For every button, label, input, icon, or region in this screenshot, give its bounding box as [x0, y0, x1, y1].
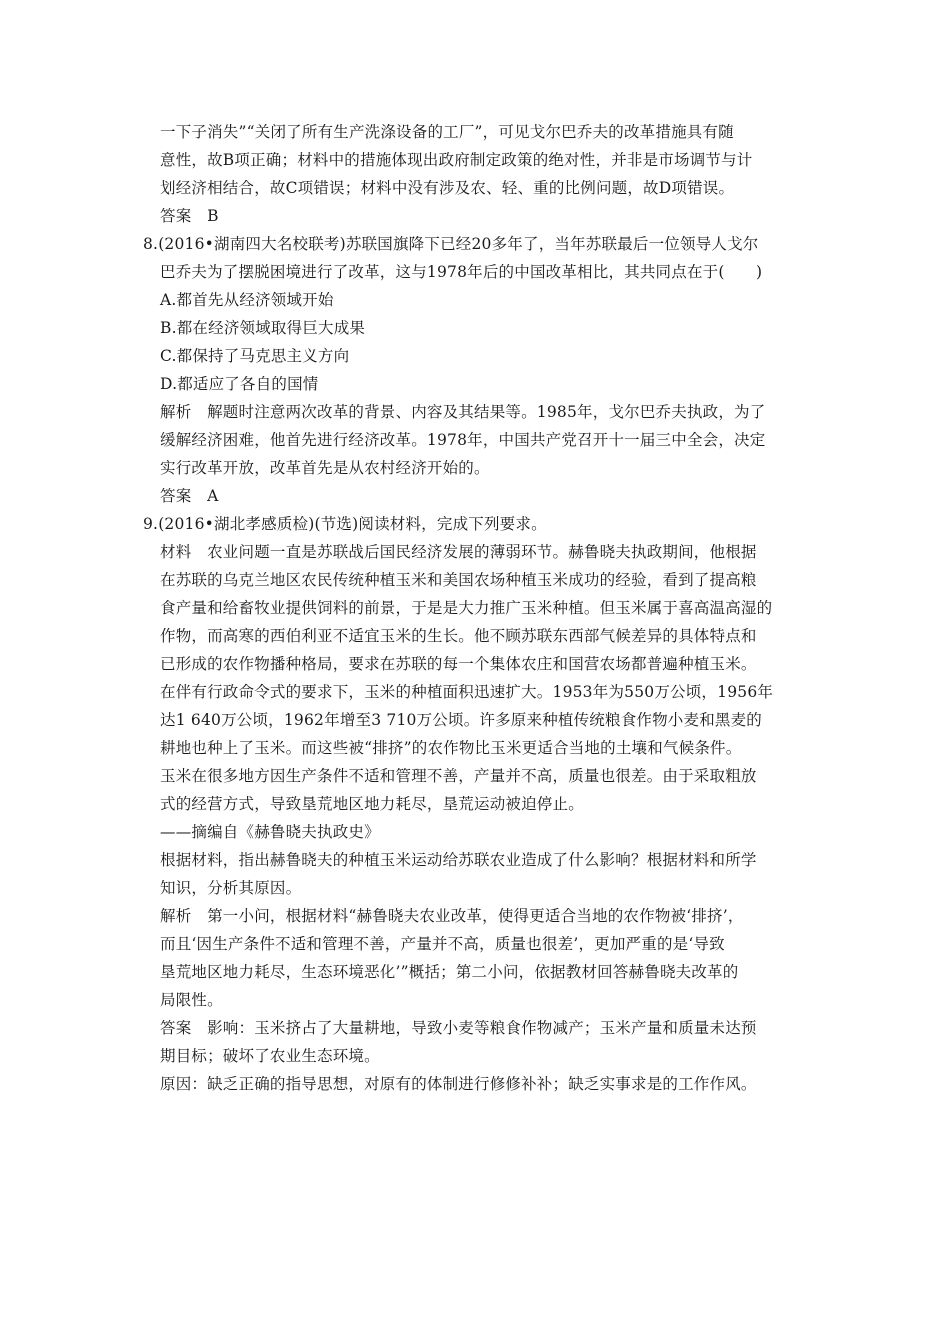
- q8-stem-line-1: 8.(2016•湖南四大名校联考)苏联国旗降下已经20多年了，当年苏联最后一位领导人戈尔: [143, 235, 759, 253]
- q9-material-line-8: 耕地也种上了玉米。而这些被“排挤”的农作物比玉米更适合当地的土壤和气候条件。: [160, 739, 742, 757]
- q9-analysis-line-1: 解析 第一小问，根据材料“赫鲁晓夫农业改革，使得更适合当地的农作物被‘排挤’，: [160, 907, 744, 925]
- prev-answer: 答案 B: [160, 207, 219, 225]
- q8-answer: 答案 A: [160, 487, 219, 505]
- q9-question-line-1: 根据材料，指出赫鲁晓夫的种植玉米运动给苏联农业造成了什么影响？根据材料和所学: [160, 851, 757, 869]
- q8-analysis-line-3: 实行改革开放，改革首先是从农村经济开始的。: [160, 459, 490, 477]
- q9-answer-line-2: 期目标；破坏了农业生态环境。: [160, 1047, 380, 1065]
- q9-analysis-line-4: 局限性。: [160, 991, 223, 1009]
- q9-analysis-line-2: 而且‘因生产条件不适和管理不善，产量并不高，质量也很差’，更加严重的是‘导致: [160, 935, 725, 953]
- q9-material-line-9: 玉米在很多地方因生产条件不适和管理不善，产量并不高，质量也很差。由于采取粗放: [160, 767, 757, 785]
- q9-material-line-3: 食产量和给畜牧业提供饲料的前景，于是是大力推广玉米种植。但玉米属于喜高温高湿的: [160, 599, 773, 617]
- prev-analysis-line-2: 意性，故B项正确；材料中的措施体现出政府制定政策的绝对性，并非是市场调节与计: [160, 151, 753, 169]
- q9-answer-line-1: 答案 影响：玉米挤占了大量耕地，导致小麦等粮食作物减产；玉米产量和质量未达预: [160, 1019, 757, 1037]
- q8-option-d: D.都适应了各自的国情: [160, 375, 319, 393]
- q9-stem: 9.(2016•湖北孝感质检)(节选)阅读材料，完成下列要求。: [143, 515, 547, 533]
- prev-analysis-line-3: 划经济相结合，故C项错误；材料中没有涉及农、轻、重的比例问题，故D项错误。: [160, 179, 735, 197]
- q8-option-a: A.都首先从经济领域开始: [160, 291, 334, 309]
- q8-stem-line-2: 巴乔夫为了摆脱困境进行了改革，这与1978年后的中国改革相比，其共同点在于( ): [160, 263, 763, 281]
- q9-material-line-4: 作物，而高寒的西伯利亚不适宜玉米的生长。他不顾苏联东西部气候差异的具体特点和: [160, 627, 757, 645]
- q8-analysis-line-1: 解析 解题时注意两次改革的背景、内容及其结果等。1985年，戈尔巴乔夫执政，为了: [160, 403, 766, 421]
- q9-material-line-10: 式的经营方式，导致垦荒地区地力耗尽，垦荒运动被迫停止。: [160, 795, 584, 813]
- q8-option-c: C.都保持了马克思主义方向: [160, 347, 350, 365]
- q9-material-line-5: 已形成的农作物播种格局，要求在苏联的每一个集体农庄和国营农场都普遍种植玉米。: [160, 655, 757, 673]
- q8-analysis-line-2: 缓解经济困难，他首先进行经济改革。1978年，中国共产党召开十一届三中全会，决定: [160, 431, 766, 449]
- q9-answer-line-3: 原因：缺乏正确的指导思想，对原有的体制进行修修补补；缺乏实事求是的工作作风。: [160, 1075, 757, 1093]
- prev-analysis-line-1: 一下子消失”“关闭了所有生产洗涤设备的工厂”，可见戈尔巴乔夫的改革措施具有随: [160, 123, 734, 141]
- q9-material-line-6: 在伴有行政命令式的要求下，玉米的种植面积迅速扩大。1953年为550万公顷，1956年: [160, 683, 774, 701]
- q8-option-b: B.都在经济领域取得巨大成果: [160, 319, 366, 337]
- q9-source: ——摘编自《赫鲁晓夫执政史》: [160, 823, 380, 841]
- q9-material-line-7: 达1 640万公顷，1962年增至3 710万公顷。许多原来种植传统粮食作物小麦和黑麦的: [160, 711, 762, 729]
- q9-analysis-line-3: 垦荒地区地力耗尽，生态环境恶化’”概括；第二小问，依据教材回答赫鲁晓夫改革的: [160, 963, 739, 981]
- q9-material-line-1: 材料 农业问题一直是苏联战后国民经济发展的薄弱环节。赫鲁晓夫执政期间，他根据: [160, 543, 757, 561]
- q9-material-line-2: 在苏联的乌克兰地区农民传统种植玉米和美国农场种植玉米成功的经验，看到了提高粮: [160, 571, 757, 589]
- q9-question-line-2: 知识，分析其原因。: [160, 879, 302, 897]
